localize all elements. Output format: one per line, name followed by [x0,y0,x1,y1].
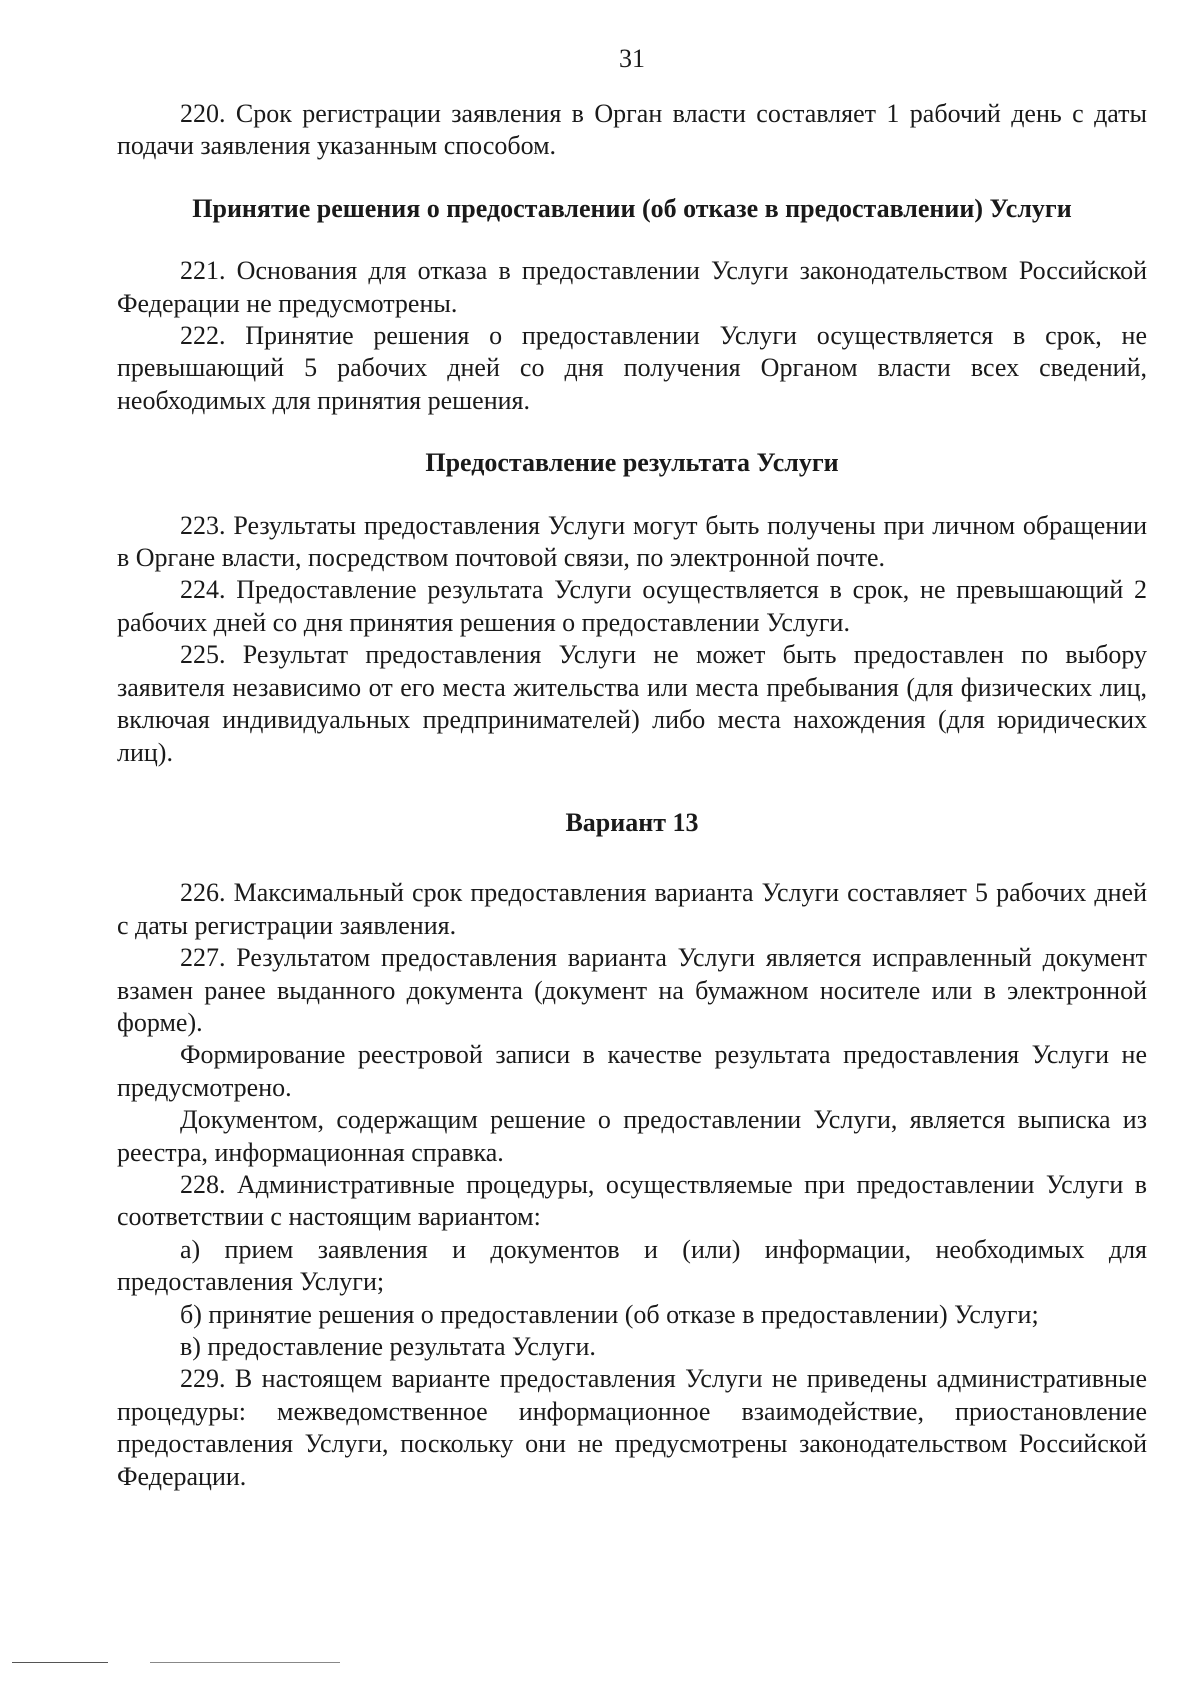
footer-rule-right [150,1662,340,1663]
page-number: 31 [619,44,645,73]
section-heading-decision: Принятие решения о предоставлении (об отказе в предоставлении) Услуги [192,193,1072,223]
paragraph-228: 228. Административные процедуры, осуществляемые при предоставлении Услуги в соответствии с настоящим вариантом: [117,1169,1147,1232]
section-heading-variant-13: Вариант 13 [565,807,699,837]
paragraph-221: 221. Основания для отказа в предоставлении Услуги законодательством Российской Федерации не предусмотрены. [117,256,1147,318]
paragraph-229: 229. В настоящем варианте предоставления Услуги не приведены административные процедуры: межведомственное информационное взаимодействие, приостановление предоставления Услуги, поскольку они не предусмотрены законодательством Российской Федерации. [117,1364,1147,1491]
paragraph-222: 222. Принятие решения о предоставлении Услуги осуществляется в срок, не превышающий 5 рабочих дней со дня получения Органом власти всех сведений, необходимых для принятия решения. [117,321,1147,415]
paragraph-225: 225. Результат предоставления Услуги не может быть предоставлен по выбору заявителя независимо от его места жительства или места пребывания (для физических лиц, включая индивидуальных предпринимателей) либо места нахождения (для юридических лиц). [117,640,1147,767]
paragraph-224: 224. Предоставление результата Услуги осуществляется в срок, не превышающий 2 рабочих дней со дня принятия решения о предоставлении Услуги. [117,575,1147,637]
footer-rule-left [12,1662,108,1663]
document-body [117,98,1147,1493]
list-item-v: в) предоставление результата Услуги. [180,1332,596,1361]
paragraph-227: 227. Результатом предоставления варианта Услуги является исправленный документ взамен ранее выданного документа (документ на бумажном носителе или в электронной форме). [117,943,1147,1037]
paragraph-registry-record: Формирование реестровой записи в качестве результата предоставления Услуги не предусмотрено. [117,1040,1147,1102]
paragraph-226: 226. Максимальный срок предоставления варианта Услуги составляет 5 рабочих дней с даты регистрации заявления. [117,878,1147,940]
paragraph-decision-document: Документом, содержащим решение о предоставлении Услуги, является выписка из реестра, информационная справка. [117,1105,1147,1167]
section-heading-result: Предоставление результата Услуги [425,448,839,478]
paragraph-223: 223. Результаты предоставления Услуги могут быть получены при личном обращении в Органе власти, посредством почтовой связи, по электронной почте. [117,510,1147,573]
list-item-b: б) принятие решения о предоставлении (об отказе в предоставлении) Услуги; [180,1299,1039,1329]
list-item-a: а) прием заявления и документов и (или) информации, необходимых для предоставления Услуги; [117,1234,1147,1297]
paragraph-220: 220. Срок регистрации заявления в Орган власти составляет 1 рабочий день с даты подачи заявления указанным способом. [117,99,1147,161]
